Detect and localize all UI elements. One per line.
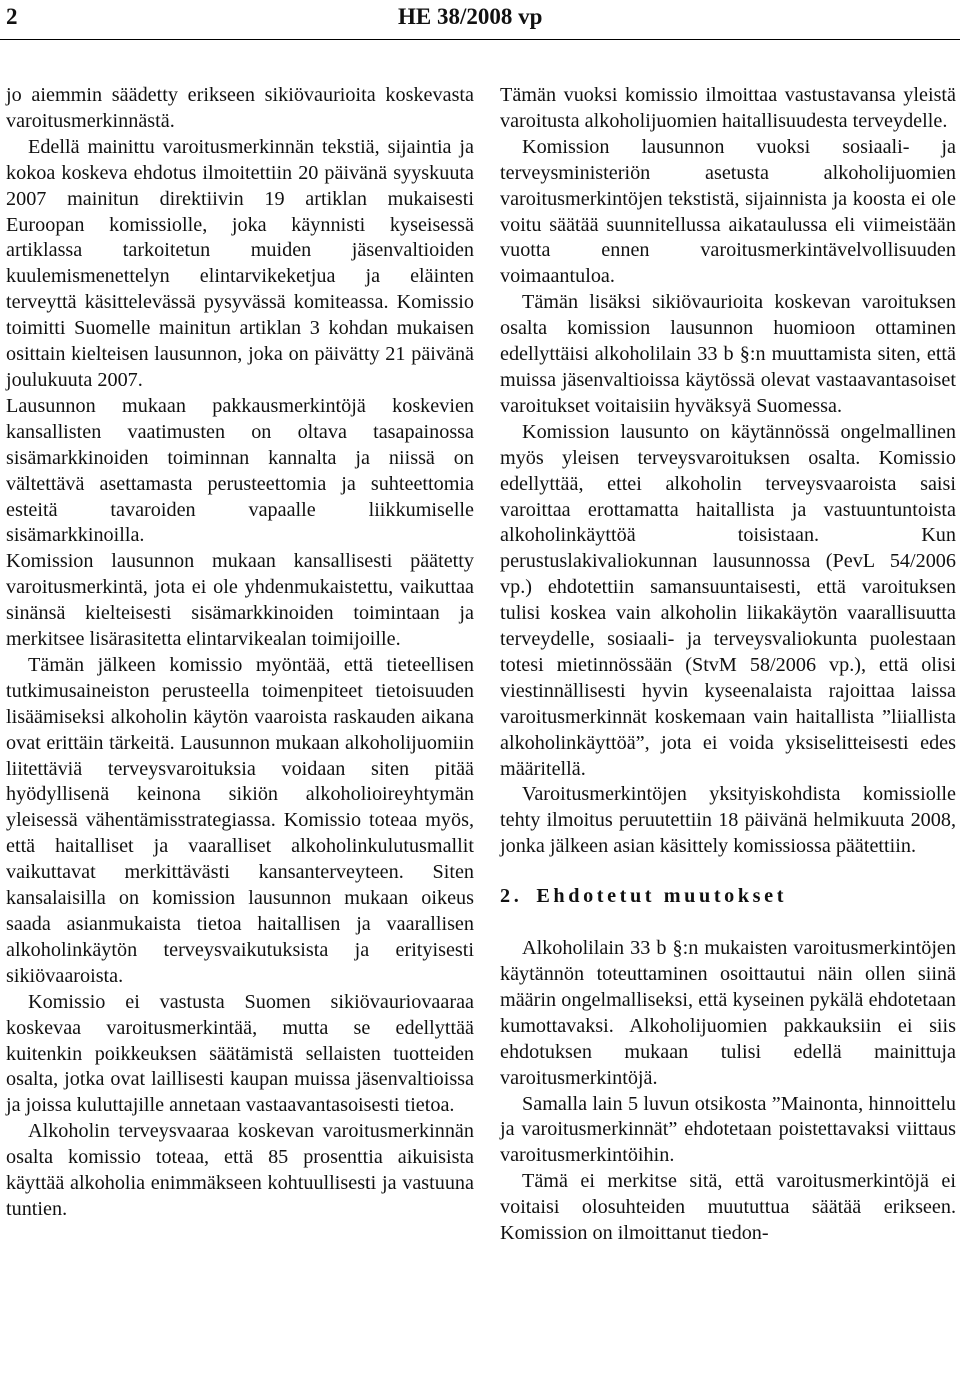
section-title: Ehdotetut muutokset [536,885,788,908]
paragraph: Varoitusmerkintöjen yksityiskohdista komissiolle tehty ilmoitus peruutettiin 18 päivänä helmikuuta 2008, jonka jälkeen asian käsittely komissiossa päätettiin. [500,783,956,858]
paragraph: Komission lausunnon mukaan kansallisesti päätetty varoitusmerkintä, jota ei ole yhdenmukaistettu, vaikuttaa sinänsä kielteisesti sisämarkkinoiden toimintaan ja merkitsee lisärasitetta elintarvikealan toimijoille. [6,550,474,651]
paragraph: Edellä mainittu varoitusmerkinnän tekstiä, sijaintia ja kokoa koskeva ehdotus ilmoitettiin 20 päivänä syyskuuta 2007 mainitun direktiivin 19 artiklan mukaisesti Euroopan komissiolle, joka käynnisti kyseisessä artiklassa tarkoitetun muiden jäsenvaltioiden kuulemismenettelyn elintarvikeketjua ja eläinten terveyttä käsittelevässä pysyvässä komiteassa. Komissio toimitti Suomelle mainitun artiklan 3 kohdan mukaisen osittain kielteisen lausunnon, joka on päivätty 21 päivänä joulukuuta 2007. [6,135,474,391]
paragraph: Tämä ei merkitse sitä, että varoitusmerkintöjä ei voitaisi olosuhteiden muututtua säätää erikseen. Komission on ilmoittanut tiedon- [500,1170,956,1245]
paragraph: Tämän vuoksi komissio ilmoittaa vastustavansa yleistä varoitusta alkoholijuomien haitallisuudesta terveydelle. [500,84,956,132]
right-column [500,83,956,1247]
paragraph: Komission lausunto on käytännössä ongelmallinen myös yleisen terveysvaroituksen osalta. Komissio edellyttää, ettei alkoholin terveysvaaroista saisi varoittaa erottamatta haitallista ja vastuuntuntoista alkoholinkäyttöä toisistaan. Kun perustuslakivaliokunnan lausunnossa (PevL 54/2006 vp.) ehdotettiin samansuuntaisesti, että varoituksen tulisi koskea vain alkoholin liikakäytön vaarallisuutta terveydelle, sosiaali- ja terveysvaliokunta puolestaan totesi mietinnössään (StvM 58/2006 vp.), että olisi viestinnällisesti hyvin kyseenalaista rajoittaa laissa varoitusmerkinnät koskemaan vain haitallista ”liiallista alkoholinkäyttöä”, jota ei voida yksiselitteisesti edes määritellä. [500,420,956,780]
document-id: HE 38/2008 vp [398,4,543,29]
page-header [0,0,960,44]
left-column [6,83,474,1223]
section-heading [500,884,956,910]
paragraph: Lausunnon mukaan pakkausmerkintöjä koskevien kansallisten vaatimusten on oltava tasapainossa sisämarkkinoiden toiminnan kannalta ja niissä on vältettävä asettamasta perusteettomia ja suhteettomia esteitä tavaroiden vapaalle liikkumiselle sisämarkkinoilla. [6,394,474,547]
paragraph: Tämän lisäksi sikiövaurioita koskevan varoituksen osalta komission lausunnon huomioon ottaminen edellyttäisi alkoholilain 33 b §:n muuttamista siten, että muissa jäsenvaltioissa käytössä olevat vastaavantasoiset varoitukset voitaisiin hyväksyä Suomessa. [500,291,956,417]
paragraph: Samalla lain 5 luvun otsikosta ”Mainonta, hinnoittelu ja varoitusmerkinnät” ehdotetaan poistettavaksi viittaus varoitusmerkintöihin. [500,1092,956,1167]
paragraph: jo aiemmin säädetty erikseen sikiövaurioita koskevasta varoitusmerkinnästä. [6,84,474,132]
paragraph: Komissio ei vastusta Suomen sikiövauriovaaraa koskevaa varoitusmerkintää, mutta se edellyttää kuitenkin poikkeuksen säätämistä sellaisten tuotteiden osalta, jotka ovat laillisesti kaupan muissa jäsenvaltioissa ja joissa kuluttajille annetaan vastaavantasoisesti tietoa. [6,990,474,1117]
paragraph: Alkoholilain 33 b §:n mukaisten varoitusmerkintöjen käytännön toteuttaminen osoittautui näin ollen siinä määrin ongelmalliseksi, että kyseinen pykälä ehdotetaan kumottavaksi. Alkoholijuomien pakkauksiin ei siis ehdotuksen mukaan tulisi edellä mainittuja varoitusmerkintöjä. [500,937,956,1089]
paragraph: Tämän jälkeen komissio myöntää, että tieteellisen tutkimusaineiston perusteella toimenpiteet tietoisuuden lisäämiseksi alkoholin käytön vaaroista raskauden aikana ovat erittäin tärkeitä. Lausunnon mukaan alkoholijuomiin liitettäviä terveysvaroituksia voidaan siten pitää hyödyllisenä keinona sikiön alkoholioireyhtymän yleisessä vähentämisstrategiassa. Komissio toteaa myös, että haitalliset ja vaaralliset alkoholinkulutusmallit vaikuttavat merkittävästi kansanterveyteen. Siten kansalaisilla on komission lausunnon mukaan oikeus saada asianmukaista tietoa haitallisen ja vaarallisen alkoholinkäytön terveysvaikutuksista ja erityisesti sikiövaaroista. [6,653,474,987]
header-rule [0,39,960,40]
section-number: 2. [500,885,523,908]
paragraph: Komission lausunnon vuoksi sosiaali- ja terveysministeriön asetusta alkoholijuomien varoitusmerkintöjen tekstistä, sijainnista ja koosta ei ole voitu säätää suunnitellussa aikataulussa eli viimeistään vuotta ennen varoitusmerkintävelvollisuuden voimaantuloa. [500,135,956,288]
page-number: 2 [6,4,18,29]
paragraph: Alkoholin terveysvaaraa koskevan varoitusmerkinnän osalta komissio toteaa, että 85 prosenttia aikuisista käyttää alkoholia enimmäkseen kohtuullisesti ja vastuuna tuntien. [6,1120,474,1220]
